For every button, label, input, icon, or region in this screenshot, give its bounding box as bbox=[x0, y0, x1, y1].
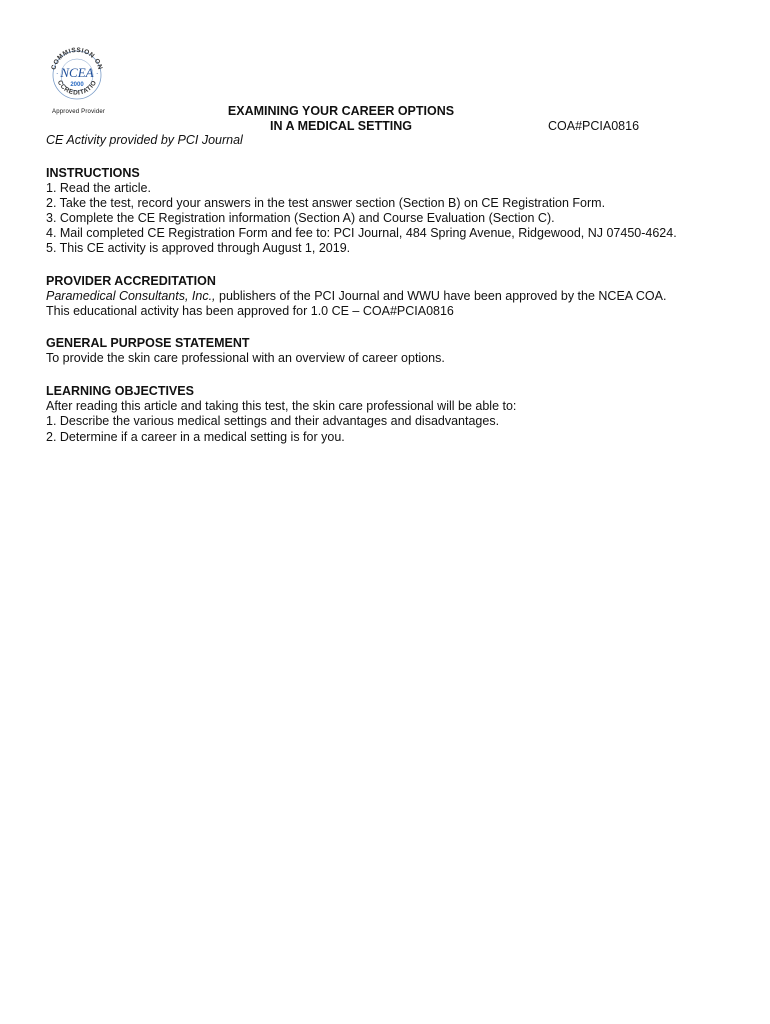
instruction-item: 4. Mail completed CE Registration Form and fee to: PCI Journal, 484 Spring Avenue, Ridgewood, NJ 07450-4624. bbox=[46, 226, 677, 240]
accreditation-line-2: This educational activity has been approved for 1.0 CE – COA#PCIA0816 bbox=[46, 304, 454, 318]
logo-year-text: 2000 bbox=[70, 82, 84, 88]
page-title-line-2: IN A MEDICAL SETTING bbox=[270, 119, 412, 133]
logo-caption: Approved Provider bbox=[52, 109, 106, 115]
accreditation-section bbox=[46, 274, 746, 319]
purpose-section bbox=[46, 336, 746, 366]
provided-by-line: CE Activity provided by PCI Journal bbox=[46, 133, 243, 147]
instruction-item: 2. Take the test, record your answers in the test answer section (Section B) on CE Registration Form. bbox=[46, 196, 606, 210]
accreditation-line-1-rest: publishers of the PCI Journal and WWU have been approved by the NCEA COA. bbox=[215, 289, 667, 303]
instruction-item: 1. Read the article. bbox=[46, 181, 151, 195]
logo-dot-left: · bbox=[56, 70, 59, 78]
objectives-section bbox=[46, 384, 746, 445]
objective-item: 1. Describe the various medical settings and their advantages and disadvantages. bbox=[46, 414, 500, 428]
accreditation-heading: PROVIDER ACCREDITATION bbox=[46, 274, 216, 288]
logo-dot-right: · bbox=[96, 70, 99, 78]
purpose-text: To provide the skin care professional with an overview of career options. bbox=[46, 351, 445, 365]
instructions-section bbox=[46, 166, 746, 256]
ncea-seal-icon bbox=[44, 44, 110, 102]
course-code: COA#PCIA0816 bbox=[548, 119, 640, 133]
objectives-heading: LEARNING OBJECTIVES bbox=[46, 384, 194, 398]
objectives-intro: After reading this article and taking this test, the skin care professional will be able to: bbox=[46, 399, 517, 413]
ncea-logo bbox=[44, 44, 110, 102]
page-title-line-1: EXAMINING YOUR CAREER OPTIONS bbox=[227, 104, 455, 118]
logo-ring-bottom-text: CCREDITATIO bbox=[55, 79, 99, 97]
provider-name: Paramedical Consultants, Inc., bbox=[46, 289, 216, 303]
instructions-heading: INSTRUCTIONS bbox=[46, 166, 140, 180]
instruction-item: 3. Complete the CE Registration information (Section A) and Course Evaluation (Section C). bbox=[46, 211, 555, 225]
objective-item: 2. Determine if a career in a medical setting is for you. bbox=[46, 430, 345, 444]
purpose-heading: GENERAL PURPOSE STATEMENT bbox=[46, 336, 250, 350]
instruction-item: 5. This CE activity is approved through August 1, 2019. bbox=[46, 241, 351, 255]
logo-ncea-text: NCEA bbox=[60, 65, 94, 80]
accreditation-line-1 bbox=[46, 289, 746, 304]
logo-ring-top-text: COMMISSION ON bbox=[50, 46, 104, 71]
